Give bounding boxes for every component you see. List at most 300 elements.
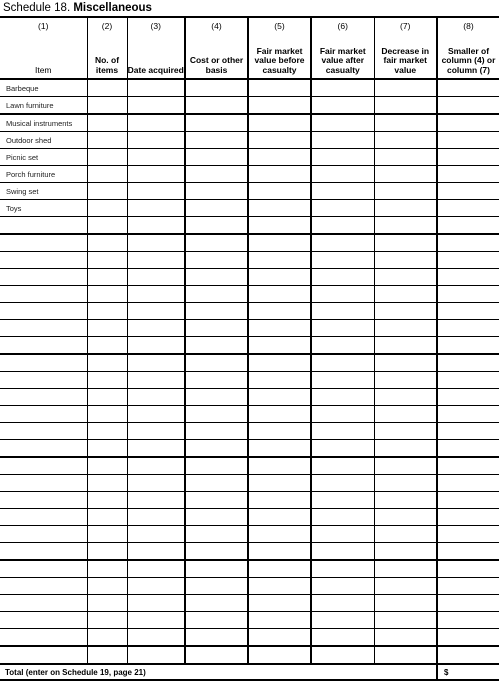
entry-cell[interactable] bbox=[185, 303, 248, 320]
entry-cell[interactable] bbox=[437, 97, 499, 115]
entry-cell[interactable] bbox=[0, 526, 87, 543]
entry-cell[interactable] bbox=[0, 252, 87, 269]
entry-cell[interactable] bbox=[437, 183, 499, 200]
entry-cell[interactable] bbox=[127, 492, 185, 509]
entry-cell[interactable] bbox=[374, 423, 437, 440]
entry-cell[interactable] bbox=[185, 252, 248, 269]
entry-cell[interactable] bbox=[185, 234, 248, 252]
entry-cell[interactable] bbox=[87, 457, 127, 475]
entry-cell[interactable] bbox=[127, 269, 185, 286]
entry-cell[interactable] bbox=[127, 354, 185, 372]
entry-cell[interactable] bbox=[0, 578, 87, 595]
table-row bbox=[0, 526, 499, 543]
entry-cell[interactable] bbox=[185, 200, 248, 217]
entry-cell[interactable] bbox=[185, 389, 248, 406]
column-header-item: (1) Item bbox=[0, 18, 87, 79]
table-row bbox=[0, 132, 499, 149]
entry-cell[interactable] bbox=[374, 612, 437, 629]
entry-cell[interactable] bbox=[185, 132, 248, 149]
entry-cell[interactable] bbox=[437, 646, 499, 664]
entry-cell[interactable] bbox=[374, 166, 437, 183]
entry-cell[interactable] bbox=[87, 234, 127, 252]
entry-cell[interactable] bbox=[87, 526, 127, 543]
entry-cell[interactable] bbox=[311, 79, 374, 97]
entry-cell[interactable] bbox=[127, 114, 185, 132]
entry-cell[interactable] bbox=[185, 354, 248, 372]
entry-cell[interactable] bbox=[374, 286, 437, 303]
entry-cell[interactable] bbox=[248, 132, 311, 149]
entry-cell[interactable] bbox=[374, 234, 437, 252]
entry-cell[interactable] bbox=[437, 457, 499, 475]
entry-cell[interactable] bbox=[185, 97, 248, 115]
entry-cell[interactable] bbox=[127, 543, 185, 561]
entry-cell[interactable] bbox=[374, 560, 437, 578]
entry-cell[interactable] bbox=[437, 252, 499, 269]
entry-cell[interactable] bbox=[127, 406, 185, 423]
entry-cell[interactable] bbox=[311, 372, 374, 389]
entry-cell[interactable] bbox=[374, 269, 437, 286]
entry-cell[interactable] bbox=[0, 475, 87, 492]
entry-cell[interactable] bbox=[127, 217, 185, 235]
entry-cell[interactable] bbox=[0, 234, 87, 252]
entry-cell[interactable] bbox=[185, 286, 248, 303]
table-row bbox=[0, 475, 499, 492]
entry-cell[interactable] bbox=[0, 423, 87, 440]
entry-cell[interactable] bbox=[127, 646, 185, 664]
entry-cell[interactable] bbox=[87, 595, 127, 612]
entry-cell[interactable] bbox=[248, 475, 311, 492]
entry-cell[interactable] bbox=[311, 595, 374, 612]
entry-cell[interactable] bbox=[248, 457, 311, 475]
entry-cell[interactable] bbox=[127, 183, 185, 200]
entry-cell[interactable] bbox=[374, 200, 437, 217]
entry-cell[interactable] bbox=[0, 612, 87, 629]
entry-cell[interactable] bbox=[437, 492, 499, 509]
entry-cell[interactable] bbox=[185, 492, 248, 509]
entry-cell[interactable] bbox=[0, 372, 87, 389]
schedule-name: Miscellaneous bbox=[73, 2, 152, 14]
entry-cell[interactable] bbox=[127, 578, 185, 595]
entry-cell[interactable] bbox=[437, 269, 499, 286]
entry-cell[interactable] bbox=[87, 149, 127, 166]
entry-cell[interactable] bbox=[248, 97, 311, 115]
entry-cell[interactable] bbox=[87, 389, 127, 406]
entry-cell[interactable] bbox=[127, 97, 185, 115]
entry-cell[interactable] bbox=[127, 320, 185, 337]
entry-cell[interactable] bbox=[437, 337, 499, 355]
entry-cell[interactable] bbox=[374, 337, 437, 355]
entry-cell[interactable] bbox=[374, 114, 437, 132]
entry-cell[interactable] bbox=[437, 320, 499, 337]
entry-cell[interactable] bbox=[87, 114, 127, 132]
entry-cell[interactable] bbox=[127, 132, 185, 149]
entry-cell[interactable] bbox=[374, 320, 437, 337]
entry-cell[interactable] bbox=[248, 320, 311, 337]
entry-cell[interactable] bbox=[437, 595, 499, 612]
table-row bbox=[0, 320, 499, 337]
entry-cell[interactable] bbox=[374, 252, 437, 269]
schedule-number: Schedule 18. bbox=[3, 2, 71, 14]
entry-cell[interactable] bbox=[87, 337, 127, 355]
table-row bbox=[0, 149, 499, 166]
entry-cell[interactable] bbox=[437, 132, 499, 149]
entry-cell[interactable] bbox=[374, 97, 437, 115]
table-row bbox=[0, 543, 499, 561]
entry-cell[interactable] bbox=[185, 79, 248, 97]
entry-cell[interactable] bbox=[311, 234, 374, 252]
table-row bbox=[0, 234, 499, 252]
entry-cell[interactable] bbox=[248, 543, 311, 561]
entry-cell[interactable] bbox=[185, 337, 248, 355]
entry-cell[interactable] bbox=[437, 217, 499, 235]
entry-cell[interactable] bbox=[185, 114, 248, 132]
entry-cell[interactable] bbox=[185, 440, 248, 458]
entry-cell[interactable] bbox=[185, 457, 248, 475]
entry-cell[interactable] bbox=[311, 320, 374, 337]
entry-cell[interactable] bbox=[374, 354, 437, 372]
entry-cell[interactable] bbox=[437, 543, 499, 561]
entry-cell[interactable] bbox=[248, 252, 311, 269]
total-amount-field[interactable]: $ bbox=[437, 664, 499, 680]
entry-cell[interactable] bbox=[87, 200, 127, 217]
entry-cell[interactable] bbox=[87, 269, 127, 286]
entry-cell[interactable] bbox=[127, 389, 185, 406]
entry-cell[interactable] bbox=[248, 354, 311, 372]
entry-cell[interactable] bbox=[437, 578, 499, 595]
entry-cell[interactable] bbox=[127, 560, 185, 578]
entry-cell[interactable] bbox=[185, 269, 248, 286]
entry-cell[interactable] bbox=[311, 612, 374, 629]
entry-cell[interactable] bbox=[311, 629, 374, 647]
entry-cell[interactable] bbox=[0, 509, 87, 526]
entry-cell[interactable] bbox=[185, 560, 248, 578]
entry-cell[interactable] bbox=[87, 406, 127, 423]
entry-cell[interactable] bbox=[0, 320, 87, 337]
entry-cell[interactable] bbox=[87, 646, 127, 664]
entry-cell[interactable] bbox=[127, 629, 185, 647]
entry-cell[interactable] bbox=[0, 543, 87, 561]
entry-cell[interactable] bbox=[127, 252, 185, 269]
entry-cell[interactable] bbox=[437, 612, 499, 629]
entry-cell[interactable] bbox=[374, 406, 437, 423]
entry-cell[interactable] bbox=[437, 149, 499, 166]
entry-cell[interactable] bbox=[127, 149, 185, 166]
entry-cell[interactable] bbox=[87, 440, 127, 458]
entry-cell[interactable] bbox=[437, 440, 499, 458]
entry-cell[interactable] bbox=[374, 132, 437, 149]
table-row bbox=[0, 286, 499, 303]
entry-cell[interactable] bbox=[185, 629, 248, 647]
entry-cell[interactable] bbox=[185, 183, 248, 200]
entry-cell[interactable] bbox=[127, 457, 185, 475]
entry-cell[interactable] bbox=[311, 252, 374, 269]
entry-cell[interactable] bbox=[437, 166, 499, 183]
entry-cell[interactable] bbox=[87, 183, 127, 200]
entry-cell[interactable] bbox=[374, 372, 437, 389]
entry-cell[interactable] bbox=[87, 492, 127, 509]
entry-cell[interactable] bbox=[437, 372, 499, 389]
entry-cell[interactable] bbox=[127, 423, 185, 440]
entry-cell[interactable] bbox=[374, 492, 437, 509]
entry-cell[interactable] bbox=[127, 286, 185, 303]
entry-cell[interactable] bbox=[248, 406, 311, 423]
entry-cell[interactable] bbox=[0, 629, 87, 647]
entry-cell[interactable] bbox=[185, 612, 248, 629]
table-row bbox=[0, 492, 499, 509]
entry-cell[interactable] bbox=[311, 286, 374, 303]
entry-cell[interactable] bbox=[248, 217, 311, 235]
entry-cell[interactable] bbox=[0, 217, 87, 235]
entry-cell[interactable] bbox=[437, 389, 499, 406]
entry-cell[interactable] bbox=[127, 440, 185, 458]
entry-cell[interactable] bbox=[374, 595, 437, 612]
entry-cell[interactable] bbox=[0, 492, 87, 509]
entry-cell[interactable] bbox=[87, 132, 127, 149]
entry-cell[interactable] bbox=[87, 560, 127, 578]
entry-cell[interactable] bbox=[374, 646, 437, 664]
column-header-fmv-before: (5) Fair market value before casualty bbox=[248, 18, 311, 79]
entry-cell[interactable] bbox=[0, 354, 87, 372]
entry-cell[interactable] bbox=[248, 269, 311, 286]
entry-cell[interactable] bbox=[127, 303, 185, 320]
table-row bbox=[0, 354, 499, 372]
entry-cell[interactable] bbox=[185, 578, 248, 595]
entry-cell[interactable] bbox=[248, 114, 311, 132]
entry-cell[interactable] bbox=[87, 303, 127, 320]
column-header-date-acquired: (3) Date acquired bbox=[127, 18, 185, 79]
entry-cell[interactable] bbox=[437, 509, 499, 526]
entry-cell[interactable] bbox=[0, 440, 87, 458]
entry-cell[interactable] bbox=[311, 560, 374, 578]
entry-cell[interactable] bbox=[248, 79, 311, 97]
entry-cell[interactable] bbox=[311, 509, 374, 526]
entry-cell[interactable] bbox=[311, 578, 374, 595]
entry-cell[interactable] bbox=[374, 578, 437, 595]
entry-cell[interactable] bbox=[248, 337, 311, 355]
entry-cell[interactable] bbox=[311, 440, 374, 458]
entry-cell[interactable] bbox=[311, 97, 374, 115]
total-label: Total (enter on Schedule 19, page 21) bbox=[0, 664, 437, 680]
entry-cell[interactable] bbox=[127, 372, 185, 389]
entry-cell[interactable] bbox=[374, 526, 437, 543]
entry-cell[interactable] bbox=[87, 612, 127, 629]
entry-cell[interactable] bbox=[311, 354, 374, 372]
entry-cell[interactable] bbox=[127, 200, 185, 217]
entry-cell[interactable] bbox=[437, 526, 499, 543]
entry-cell[interactable] bbox=[248, 440, 311, 458]
entry-cell[interactable] bbox=[248, 646, 311, 664]
entry-cell[interactable] bbox=[248, 389, 311, 406]
entry-cell[interactable] bbox=[0, 389, 87, 406]
entry-cell[interactable] bbox=[311, 526, 374, 543]
entry-cell[interactable] bbox=[87, 286, 127, 303]
entry-cell[interactable] bbox=[87, 629, 127, 647]
entry-cell[interactable] bbox=[185, 526, 248, 543]
entry-cell[interactable] bbox=[185, 149, 248, 166]
entry-cell[interactable] bbox=[127, 234, 185, 252]
entry-cell[interactable] bbox=[127, 612, 185, 629]
entry-cell[interactable] bbox=[374, 475, 437, 492]
entry-cell[interactable] bbox=[437, 406, 499, 423]
entry-cell[interactable] bbox=[0, 286, 87, 303]
entry-cell[interactable] bbox=[311, 217, 374, 235]
entry-cell[interactable] bbox=[87, 166, 127, 183]
table-row bbox=[0, 629, 499, 647]
entry-cell[interactable] bbox=[0, 457, 87, 475]
table-row bbox=[0, 578, 499, 595]
entry-cell[interactable] bbox=[374, 509, 437, 526]
entry-cell[interactable] bbox=[87, 79, 127, 97]
table-row bbox=[0, 457, 499, 475]
entry-cell[interactable] bbox=[437, 114, 499, 132]
table-row bbox=[0, 560, 499, 578]
entry-cell[interactable] bbox=[248, 423, 311, 440]
entry-cell[interactable] bbox=[87, 320, 127, 337]
entry-cell[interactable] bbox=[87, 475, 127, 492]
entry-cell[interactable] bbox=[374, 183, 437, 200]
entry-cell[interactable] bbox=[374, 149, 437, 166]
item-name-cell: Swing set bbox=[0, 183, 87, 200]
entry-cell[interactable] bbox=[374, 457, 437, 475]
entry-cell[interactable] bbox=[311, 646, 374, 664]
table-row bbox=[0, 595, 499, 612]
entry-cell[interactable] bbox=[311, 389, 374, 406]
item-name-cell: Porch furniture bbox=[0, 166, 87, 183]
entry-cell[interactable] bbox=[374, 629, 437, 647]
entry-cell[interactable] bbox=[185, 166, 248, 183]
table-row bbox=[0, 79, 499, 97]
entry-cell[interactable] bbox=[87, 423, 127, 440]
entry-cell[interactable] bbox=[185, 320, 248, 337]
entry-cell[interactable] bbox=[0, 406, 87, 423]
entry-cell[interactable] bbox=[374, 543, 437, 561]
entry-cell[interactable] bbox=[248, 303, 311, 320]
entry-cell[interactable] bbox=[311, 423, 374, 440]
entry-cell[interactable] bbox=[87, 372, 127, 389]
table-row bbox=[0, 440, 499, 458]
table-row bbox=[0, 389, 499, 406]
entry-cell[interactable] bbox=[0, 646, 87, 664]
entry-cell[interactable] bbox=[311, 543, 374, 561]
entry-cell[interactable] bbox=[248, 526, 311, 543]
entry-cell[interactable] bbox=[311, 200, 374, 217]
entry-cell[interactable] bbox=[311, 492, 374, 509]
entry-cell[interactable] bbox=[87, 252, 127, 269]
entry-cell[interactable] bbox=[87, 97, 127, 115]
entry-cell[interactable] bbox=[248, 200, 311, 217]
entry-cell[interactable] bbox=[248, 149, 311, 166]
entry-cell[interactable] bbox=[127, 79, 185, 97]
entry-cell[interactable] bbox=[437, 423, 499, 440]
entry-cell[interactable] bbox=[311, 303, 374, 320]
entry-cell[interactable] bbox=[437, 475, 499, 492]
entry-cell[interactable] bbox=[311, 114, 374, 132]
entry-cell[interactable] bbox=[87, 578, 127, 595]
entry-cell[interactable] bbox=[311, 337, 374, 355]
entry-cell[interactable] bbox=[311, 475, 374, 492]
entry-cell[interactable] bbox=[0, 269, 87, 286]
entry-cell[interactable] bbox=[185, 475, 248, 492]
entry-cell[interactable] bbox=[0, 303, 87, 320]
entry-cell[interactable] bbox=[311, 132, 374, 149]
entry-cell[interactable] bbox=[437, 560, 499, 578]
entry-cell[interactable] bbox=[185, 595, 248, 612]
entry-cell[interactable] bbox=[185, 543, 248, 561]
entry-cell[interactable] bbox=[437, 629, 499, 647]
table-row bbox=[0, 646, 499, 664]
entry-cell[interactable] bbox=[127, 475, 185, 492]
entry-cell[interactable] bbox=[248, 286, 311, 303]
entry-cell[interactable] bbox=[87, 543, 127, 561]
entry-cell[interactable] bbox=[311, 406, 374, 423]
entry-cell[interactable] bbox=[248, 629, 311, 647]
entry-cell[interactable] bbox=[437, 234, 499, 252]
entry-cell[interactable] bbox=[185, 406, 248, 423]
entry-cell[interactable] bbox=[127, 337, 185, 355]
entry-cell[interactable] bbox=[437, 303, 499, 320]
item-name-cell: Picnic set bbox=[0, 149, 87, 166]
entry-cell[interactable] bbox=[374, 389, 437, 406]
entry-cell[interactable] bbox=[437, 354, 499, 372]
entry-cell[interactable] bbox=[185, 423, 248, 440]
miscellaneous-schedule-table bbox=[0, 18, 499, 681]
entry-cell[interactable] bbox=[185, 509, 248, 526]
table-row bbox=[0, 217, 499, 235]
entry-cell[interactable] bbox=[248, 234, 311, 252]
entry-cell[interactable] bbox=[87, 354, 127, 372]
item-name-cell: Musical instruments bbox=[0, 114, 87, 132]
entry-cell[interactable] bbox=[185, 646, 248, 664]
entry-cell[interactable] bbox=[311, 149, 374, 166]
entry-cell[interactable] bbox=[248, 183, 311, 200]
entry-cell[interactable] bbox=[311, 183, 374, 200]
entry-cell[interactable] bbox=[0, 595, 87, 612]
entry-cell[interactable] bbox=[248, 492, 311, 509]
entry-cell[interactable] bbox=[248, 372, 311, 389]
entry-cell[interactable] bbox=[248, 595, 311, 612]
entry-cell[interactable] bbox=[87, 509, 127, 526]
entry-cell[interactable] bbox=[311, 457, 374, 475]
entry-cell[interactable] bbox=[0, 560, 87, 578]
table-row bbox=[0, 97, 499, 115]
entry-cell[interactable] bbox=[437, 286, 499, 303]
entry-cell[interactable] bbox=[374, 440, 437, 458]
entry-cell[interactable] bbox=[127, 526, 185, 543]
entry-cell[interactable] bbox=[127, 509, 185, 526]
entry-cell[interactable] bbox=[0, 337, 87, 355]
entry-cell[interactable] bbox=[127, 595, 185, 612]
entry-cell[interactable] bbox=[127, 166, 185, 183]
table-row bbox=[0, 166, 499, 183]
entry-cell[interactable] bbox=[311, 269, 374, 286]
entry-cell[interactable] bbox=[437, 200, 499, 217]
entry-cell[interactable] bbox=[374, 303, 437, 320]
entry-cell[interactable] bbox=[185, 372, 248, 389]
table-row bbox=[0, 509, 499, 526]
entry-cell[interactable] bbox=[437, 79, 499, 97]
entry-cell[interactable] bbox=[185, 217, 248, 235]
entry-cell[interactable] bbox=[248, 166, 311, 183]
entry-cell[interactable] bbox=[248, 560, 311, 578]
entry-cell[interactable] bbox=[374, 217, 437, 235]
entry-cell[interactable] bbox=[374, 79, 437, 97]
entry-cell[interactable] bbox=[311, 166, 374, 183]
entry-cell[interactable] bbox=[87, 217, 127, 235]
entry-cell[interactable] bbox=[248, 578, 311, 595]
entry-cell[interactable] bbox=[248, 612, 311, 629]
column-header-smaller: (8) Smaller of column (4) or column (7) bbox=[437, 18, 499, 79]
entry-cell[interactable] bbox=[248, 509, 311, 526]
